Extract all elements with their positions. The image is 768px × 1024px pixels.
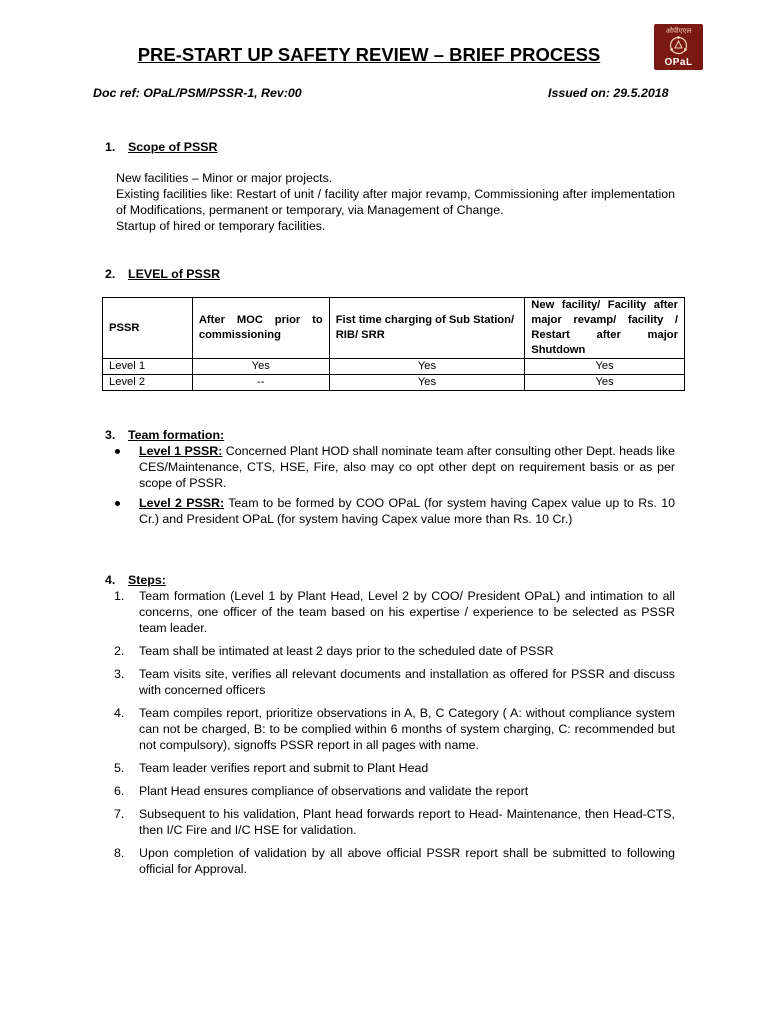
section-team-heading (105, 427, 224, 443)
list-item (115, 443, 675, 491)
logo-hindi-text: ओपीएएल (665, 27, 692, 35)
step-number: 1. (114, 589, 125, 603)
table-cell: Yes (192, 359, 329, 375)
table-header-row (103, 298, 685, 359)
doc-ref: Doc ref: OPaL/PSM/PSSR-1, Rev:00 (93, 86, 302, 100)
step-text: Team formation (Level 1 by Plant Head, Level 2 by COO/ President OPaL) and intimation to all concerns, one officer of the team based on his expertise / experience to be selected as PSSR team leader. (139, 589, 675, 635)
list-item (114, 588, 675, 636)
step-number: 2. (114, 644, 125, 658)
pssr-level-table (102, 297, 685, 391)
list-item (114, 845, 675, 877)
table-cell: Yes (525, 359, 685, 375)
list-item (114, 806, 675, 838)
table-row (103, 359, 685, 375)
table-cell: Yes (525, 375, 685, 391)
bullet-label: Level 2 PSSR: (139, 496, 225, 510)
bullet-text: Team to be formed by COO OPaL (for system having Capex value up to Rs. 10 Cr.) and President OPaL (for system having Capex value more than Rs. 10 Cr.) (139, 496, 675, 526)
table-header-cell: After MOC prior to commissioning (192, 298, 329, 359)
step-text: Subsequent to his validation, Plant head forwards report to Head- Maintenance, then Head-CTS, then I/C Fire and I/C HSE for validation. (139, 807, 675, 837)
step-text: Team leader verifies report and submit to Plant Head (139, 761, 429, 775)
section-steps-heading (105, 572, 166, 588)
step-text: Team shall be intimated at least 2 days prior to the scheduled date of PSSR (139, 644, 554, 658)
table-cell: Level 1 (103, 359, 193, 375)
step-text: Team compiles report, prioritize observations in A, B, C Category ( A: without compliance system can not be charged, B: to be complied within 6 months of system charging, C: recommended but not compulsory), signoffs PSSR report in all pages with name. (139, 706, 675, 752)
section-number: 2. (105, 267, 116, 281)
page-title: PRE-START UP SAFETY REVIEW – BRIEF PROCESS (137, 44, 601, 65)
step-number: 6. (114, 784, 125, 798)
scope-paragraph: New facilities – Minor or major projects. (116, 171, 333, 185)
section-number: 3. (105, 428, 116, 442)
list-item (114, 643, 675, 659)
list-item (114, 760, 675, 776)
scope-paragraph: Startup of hired or temporary facilities. (116, 219, 326, 233)
table-header-cell: Fist time charging of Sub Station/ RIB/ SRR (329, 298, 525, 359)
section-number: 1. (105, 140, 116, 154)
table-header-cell: New facility/ Facility after major revamp/ facility / Restart after major Shutdown (525, 298, 685, 359)
step-text: Upon completion of validation by all above official PSSR report shall be submitted to following official for Approval. (139, 846, 675, 876)
table-cell: Yes (329, 375, 525, 391)
list-item (114, 783, 675, 799)
section-level-heading (105, 266, 220, 282)
section-title: Scope of PSSR (128, 140, 218, 154)
step-number: 3. (114, 667, 125, 681)
step-number: 8. (114, 846, 125, 860)
section-title: LEVEL of PSSR (128, 267, 221, 281)
section-scope-heading (105, 139, 218, 155)
bullet-label: Level 1 PSSR: (139, 444, 223, 458)
issued-date: Issued on: 29.5.2018 (548, 86, 669, 100)
table-cell: Level 2 (103, 375, 193, 391)
bullet-icon (115, 501, 120, 506)
section-title: Steps: (128, 573, 166, 587)
table-row (103, 375, 685, 391)
scope-paragraph: Existing facilities like: Restart of unit / facility after major revamp, Commissioning after implementation of Modifications, permanent or temporary, via Management of Change. (116, 187, 675, 217)
table-cell: Yes (329, 359, 525, 375)
list-item (115, 495, 675, 527)
list-item (114, 705, 675, 753)
step-number: 5. (114, 761, 125, 775)
step-text: Plant Head ensures compliance of observations and validate the report (139, 784, 529, 798)
team-bullet-list (115, 443, 675, 531)
bullet-icon (115, 449, 120, 454)
logo-wordmark: OPaL (664, 57, 693, 68)
section-number: 4. (105, 573, 116, 587)
table-header-cell: PSSR (103, 298, 193, 359)
step-number: 4. (114, 706, 125, 720)
bullet-text: Concerned Plant HOD shall nominate team after consulting other Dept. heads like CES/Maintenance, CTS, HSE, Fire, also may co opt other dept on requirement basis or as per scope of PSSR. (139, 444, 675, 490)
step-number: 7. (114, 807, 125, 821)
section-title: Team formation: (128, 428, 225, 442)
table-cell: -- (192, 375, 329, 391)
steps-list (114, 588, 675, 884)
list-item (114, 666, 675, 698)
step-text: Team visits site, verifies all relevant documents and installation as offered for PSSR and discuss with concerned officers (139, 667, 675, 697)
scope-body (116, 170, 675, 234)
